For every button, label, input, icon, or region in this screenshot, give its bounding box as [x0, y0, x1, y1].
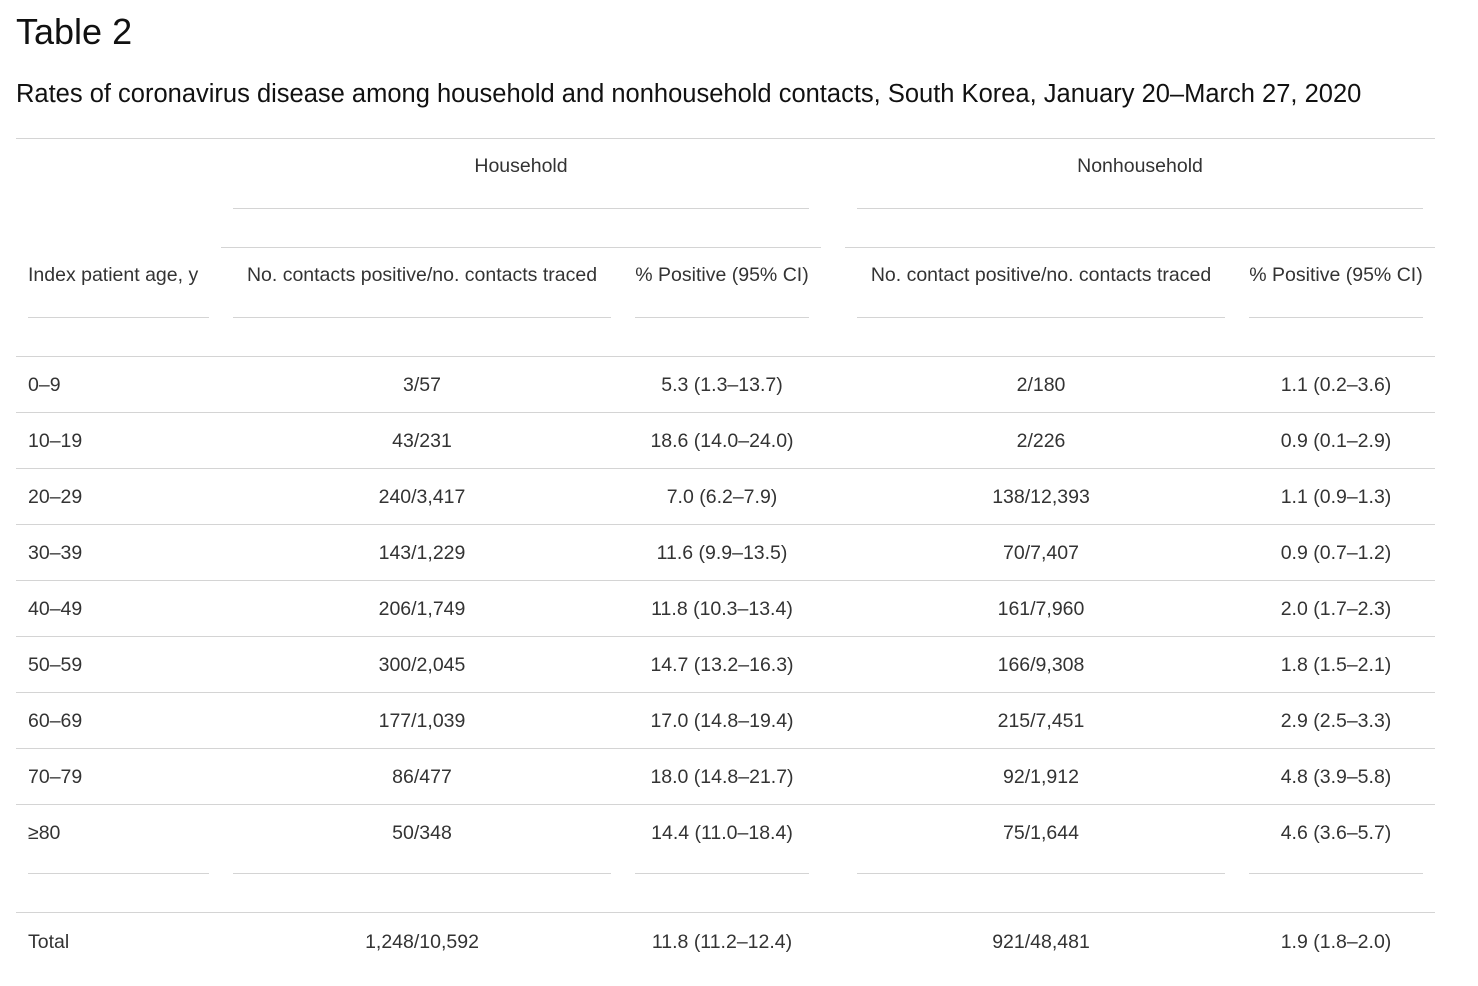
- group-header-household: Household: [474, 155, 568, 177]
- table-row-divider: [16, 580, 1435, 581]
- column-header-underline-household-counts: [233, 317, 611, 318]
- table-cell-age: ≥80: [28, 822, 61, 844]
- table-caption: Rates of coronavirus disease among household and nonhousehold contacts, South Korea, January 20–March 27, 2020: [16, 80, 1362, 108]
- table-cell-household-counts: 240/3,417: [378, 486, 466, 508]
- table-row-divider: [16, 468, 1435, 469]
- column-header-underline-nonhousehold-pct: [1249, 317, 1423, 318]
- table-top-border: [16, 138, 1435, 139]
- column-header-underline-nonhousehold-counts: [857, 317, 1225, 318]
- table-cell-household-counts: 300/2,045: [378, 654, 466, 676]
- table-cell-household-counts: 177/1,039: [378, 710, 466, 732]
- group-header-nonhousehold: Nonhousehold: [1077, 155, 1203, 177]
- table-cell-household-counts: 143/1,229: [378, 542, 466, 564]
- header-rule-nonhousehold: [845, 247, 1435, 248]
- table-cell-household-counts: 43/231: [392, 430, 452, 452]
- table-cell-household-pct: 11.8 (10.3–13.4): [651, 598, 793, 620]
- table-row-divider: [16, 636, 1435, 637]
- group-underline-household: [233, 208, 809, 209]
- table-cell-nonhousehold-pct: 1.1 (0.9–1.3): [1280, 486, 1392, 508]
- table-row-divider: [16, 748, 1435, 749]
- table-cell-nonhousehold-counts: 92/1,912: [1003, 766, 1079, 788]
- table-cell-nonhousehold-pct: 1.8 (1.5–2.1): [1280, 654, 1392, 676]
- table-cell-age: 30–39: [28, 542, 83, 564]
- table-cell-nonhousehold-pct: 0.9 (0.1–2.9): [1280, 430, 1392, 452]
- table-cell-age: 10–19: [28, 430, 83, 452]
- table-cell-nonhousehold-counts: 2/180: [1016, 374, 1066, 396]
- table-row-divider: [16, 412, 1435, 413]
- table-total-top-border: [16, 912, 1435, 913]
- column-footer-underline-household-pct: [635, 873, 809, 874]
- table-cell-nonhousehold-pct: 2.9 (2.5–3.3): [1280, 710, 1392, 732]
- column-header-household-counts: No. contacts positive/no. contacts traced: [246, 264, 598, 286]
- table-cell-nonhousehold-pct: 0.9 (0.7–1.2): [1280, 542, 1392, 564]
- table-cell-household-pct: 11.6 (9.9–13.5): [656, 542, 788, 564]
- table-row-divider: [16, 524, 1435, 525]
- table-cell-household-pct: 18.6 (14.0–24.0): [650, 430, 794, 452]
- table-cell-household-counts: 3/57: [403, 374, 441, 396]
- column-footer-underline-nonhousehold-counts: [857, 873, 1225, 874]
- column-header-underline-age: [28, 317, 209, 318]
- table-body-top-border: [16, 356, 1435, 357]
- table-cell-household-pct: 17.0 (14.8–19.4): [650, 710, 794, 732]
- total-cell-nonhousehold-counts: 921/48,481: [992, 931, 1090, 953]
- table-cell-nonhousehold-pct: 4.6 (3.6–5.7): [1280, 822, 1392, 844]
- table-cell-age: 0–9: [28, 374, 61, 396]
- table-cell-nonhousehold-counts: 70/7,407: [1003, 542, 1079, 564]
- table-title: Table 2: [16, 11, 133, 52]
- table-cell-household-pct: 5.3 (1.3–13.7): [661, 374, 783, 396]
- table-cell-nonhousehold-counts: 166/9,308: [997, 654, 1085, 676]
- table-cell-nonhousehold-counts: 215/7,451: [997, 710, 1085, 732]
- table-cell-age: 60–69: [28, 710, 83, 732]
- total-cell-household-pct: 11.8 (11.2–12.4): [651, 931, 793, 953]
- table-cell-household-pct: 14.7 (13.2–16.3): [650, 654, 794, 676]
- column-header-nonhousehold-counts: No. contact positive/no. contacts traced: [870, 264, 1212, 286]
- table-cell-nonhousehold-counts: 75/1,644: [1003, 822, 1079, 844]
- table-row-divider: [16, 804, 1435, 805]
- column-header-nonhousehold-pct: % Positive (95% CI): [1249, 264, 1423, 286]
- group-underline-nonhousehold: [857, 208, 1423, 209]
- total-cell-nonhousehold-pct: 1.9 (1.8–2.0): [1280, 931, 1392, 953]
- table-cell-age: 20–29: [28, 486, 83, 508]
- table-cell-nonhousehold-counts: 2/226: [1016, 430, 1066, 452]
- table-cell-age: 40–49: [28, 598, 83, 620]
- total-cell-household-counts: 1,248/10,592: [365, 931, 479, 953]
- column-header-underline-household-pct: [635, 317, 809, 318]
- table-row-divider: [16, 692, 1435, 693]
- header-rule-household: [221, 247, 821, 248]
- table-cell-age: 50–59: [28, 654, 83, 676]
- total-cell-age: Total: [28, 931, 70, 953]
- table-cell-age: 70–79: [28, 766, 83, 788]
- column-footer-underline-household-counts: [233, 873, 611, 874]
- table-cell-nonhousehold-pct: 2.0 (1.7–2.3): [1280, 598, 1392, 620]
- table-cell-nonhousehold-counts: 138/12,393: [992, 486, 1090, 508]
- table-cell-nonhousehold-counts: 161/7,960: [997, 598, 1085, 620]
- column-footer-underline-age: [28, 873, 209, 874]
- table-cell-household-counts: 86/477: [392, 766, 452, 788]
- table-cell-household-counts: 50/348: [392, 822, 452, 844]
- table-cell-nonhousehold-pct: 4.8 (3.9–5.8): [1280, 766, 1392, 788]
- column-footer-underline-nonhousehold-pct: [1249, 873, 1423, 874]
- table-cell-household-counts: 206/1,749: [378, 598, 466, 620]
- table-cell-nonhousehold-pct: 1.1 (0.2–3.6): [1280, 374, 1392, 396]
- table-cell-household-pct: 14.4 (11.0–18.4): [651, 822, 793, 844]
- table-cell-household-pct: 7.0 (6.2–7.9): [666, 486, 778, 508]
- column-header-household-pct: % Positive (95% CI): [635, 264, 809, 286]
- table-cell-household-pct: 18.0 (14.8–21.7): [650, 766, 794, 788]
- column-header-age: Index patient age, y: [28, 264, 199, 286]
